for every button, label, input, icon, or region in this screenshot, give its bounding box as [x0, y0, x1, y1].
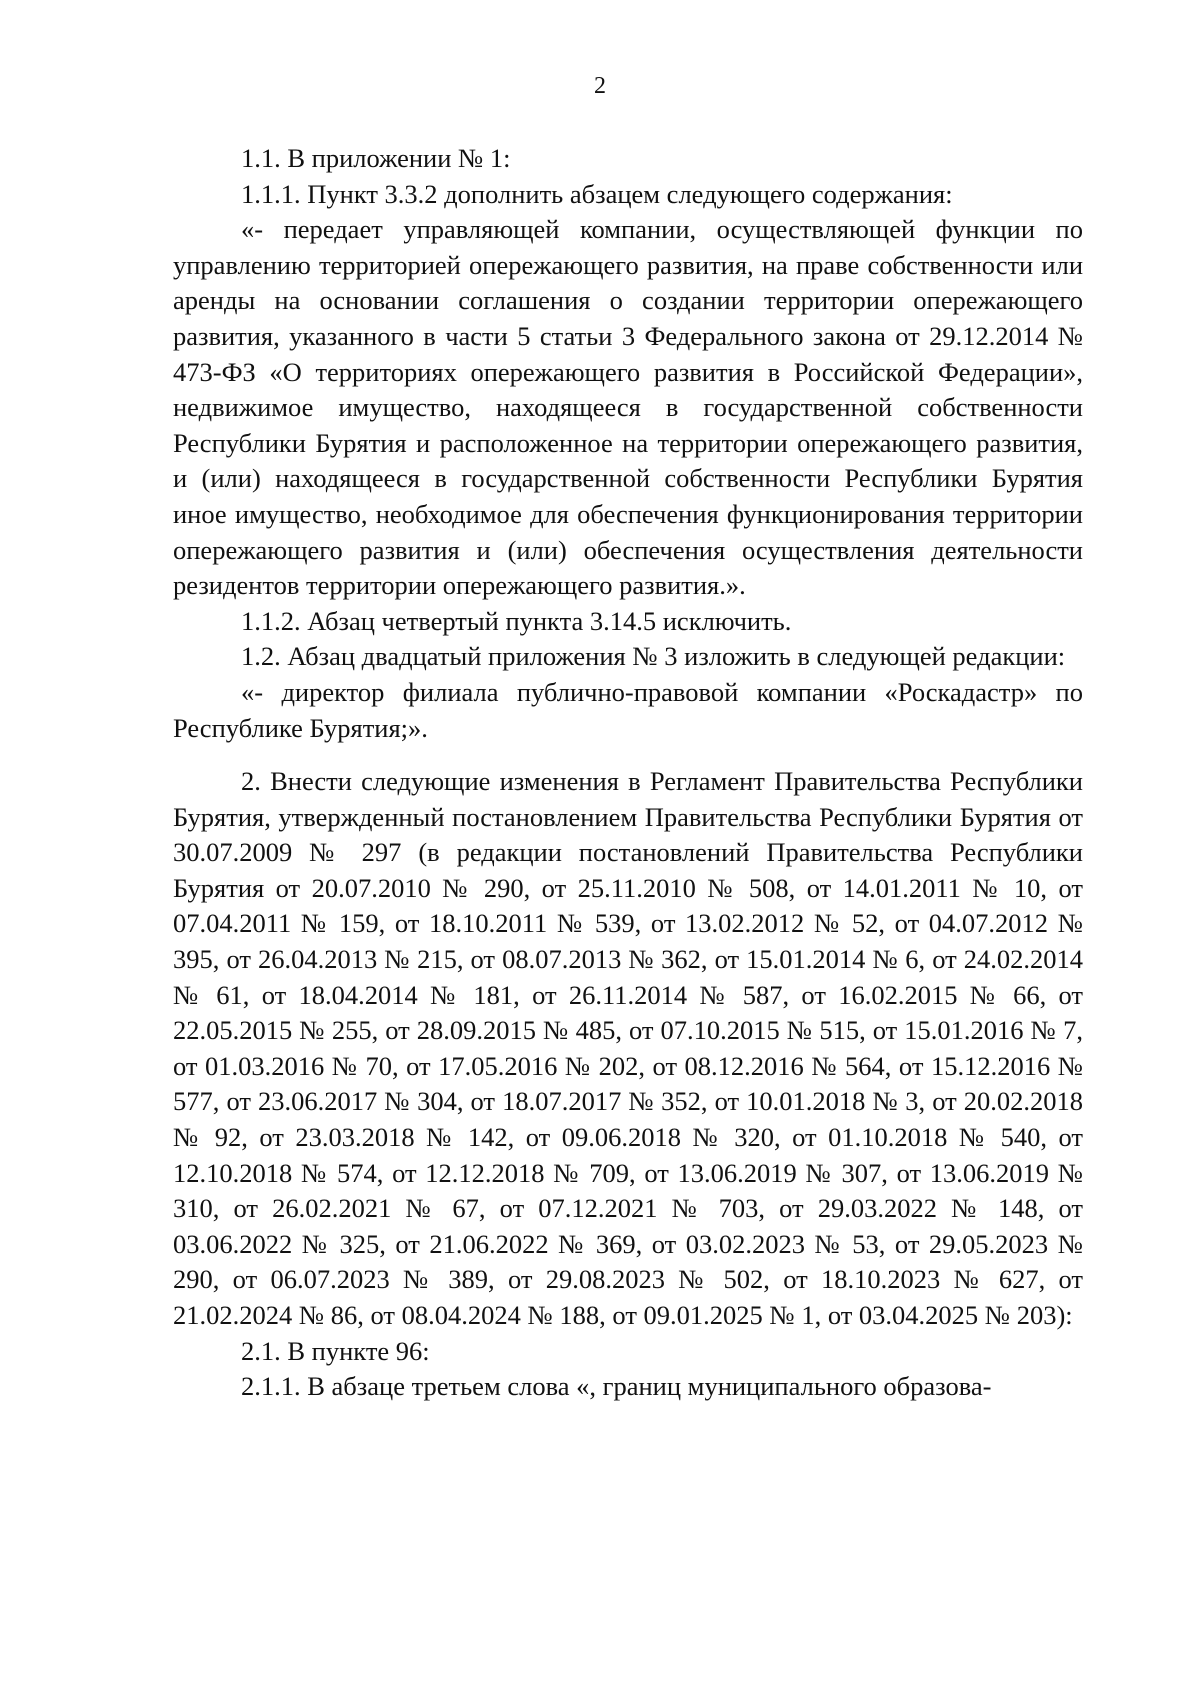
paragraph-2-1-1: 2.1.1. В абзаце третьем слова «, границ муниципального образова- [241, 1371, 992, 1402]
paragraph-1-1-2: 1.1.2. Абзац четвертый пункта 3.14.5 исключить. [241, 605, 792, 636]
page-number: 2 [594, 73, 606, 99]
paragraph-1-1: 1.1. В приложении № 1: [241, 143, 511, 173]
paragraph-1-1-1: 1.1.1. Пункт 3.3.2 дополнить абзацем следующего содержания: [241, 178, 953, 209]
paragraph-gap [173, 746, 1083, 764]
paragraph-2-1: 2.1. В пункте 96: [241, 1335, 430, 1366]
paragraph-1-2: 1.2. Абзац двадцатый приложения № 3 изложить в следующей редакции: [241, 641, 1066, 672]
paragraph-quoted-director: «- директор филиала публично-правовой компании «Роскадастр» по Республике Бурятия;». [173, 676, 1083, 743]
paragraph-2: 2. Внести следующие изменения в Регламент Правительства Республики Бурятия, утвержденный постановлением Правительства Республики Бурятия от 30.07.2009 № 297 (в редакции постановлений Правительства Республики Бурятия от 20.07.2010 № 290, от 25.11.2010 № 508, от 14.01.2011 № 10, от 07.04.2011 № 159, от 18.10.2011 № 539, от 13.02.2012 № 52, от 04.07.2012 № 395, от 26.04.2013 № 215, от 08.07.2013 № 362, от 15.01.2014 № 6, от 24.02.2014 № 61, от 18.04.2014 № 181, от 26.11.2014 № 587, от 16.02.2015 № 66, от 22.05.2015 № 255, от 28.09.2015 № 485, от 07.10.2015 № 515, от 15.01.2016 № 7, от 01.03.2016 № 70, от 17.05.2016 № 202, от 08.12.2016 № 564, от 15.12.2016 № 577, от 23.06.2017 № 304, от 18.07.2017 № 352, от 10.01.2018 № 3, от 20.02.2018 № 92, от 23.03.2018 № 142, от 09.06.2018 № 320, от 01.10.2018 № 540, от 12.10.2018 № 574, от 12.12.2018 № 709, от 13.06.2019 № 307, от 13.06.2019 № 310, от 26.02.2021 № 67, от 07.12.2021 № 703, от 29.03.2022 № 148, от 03.06.2022 № 325, от 21.06.2022 № 369, от 03.02.2023 № 53, от 29.05.2023 № 290, от 06.07.2023 № 389, от 29.08.2023 № 502, от 18.10.2023 № 627, от 21.02.2024 № 86, от 08.04.2024 № 188, от 09.01.2025 № 1, от 03.04.2025 № 203): [173, 766, 1083, 1330]
paragraph-quoted-amendment: «- передает управляющей компании, осуществляющей функции по управлению территорией опережающего развития, на праве собственности или аренды на основании соглашения о создании территории опережающего развития, указанного в части 5 статьи 3 Федерального закона от 29.12.2014 № 473-ФЗ «О территориях опережающего развития в Российской Федерации», недвижимое имущество, находящееся в государственной собственности Республики Бурятия и расположенное на территории опережающего развития, и (или) находящееся в государственной собственности Республики Бурятия иное имущество, необходимое для обеспечения функционирования территории опережающего развития и (или) обеспечения осуществления деятельности резидентов территории опережающего развития.». [173, 214, 1083, 601]
document-body [173, 141, 1083, 1405]
